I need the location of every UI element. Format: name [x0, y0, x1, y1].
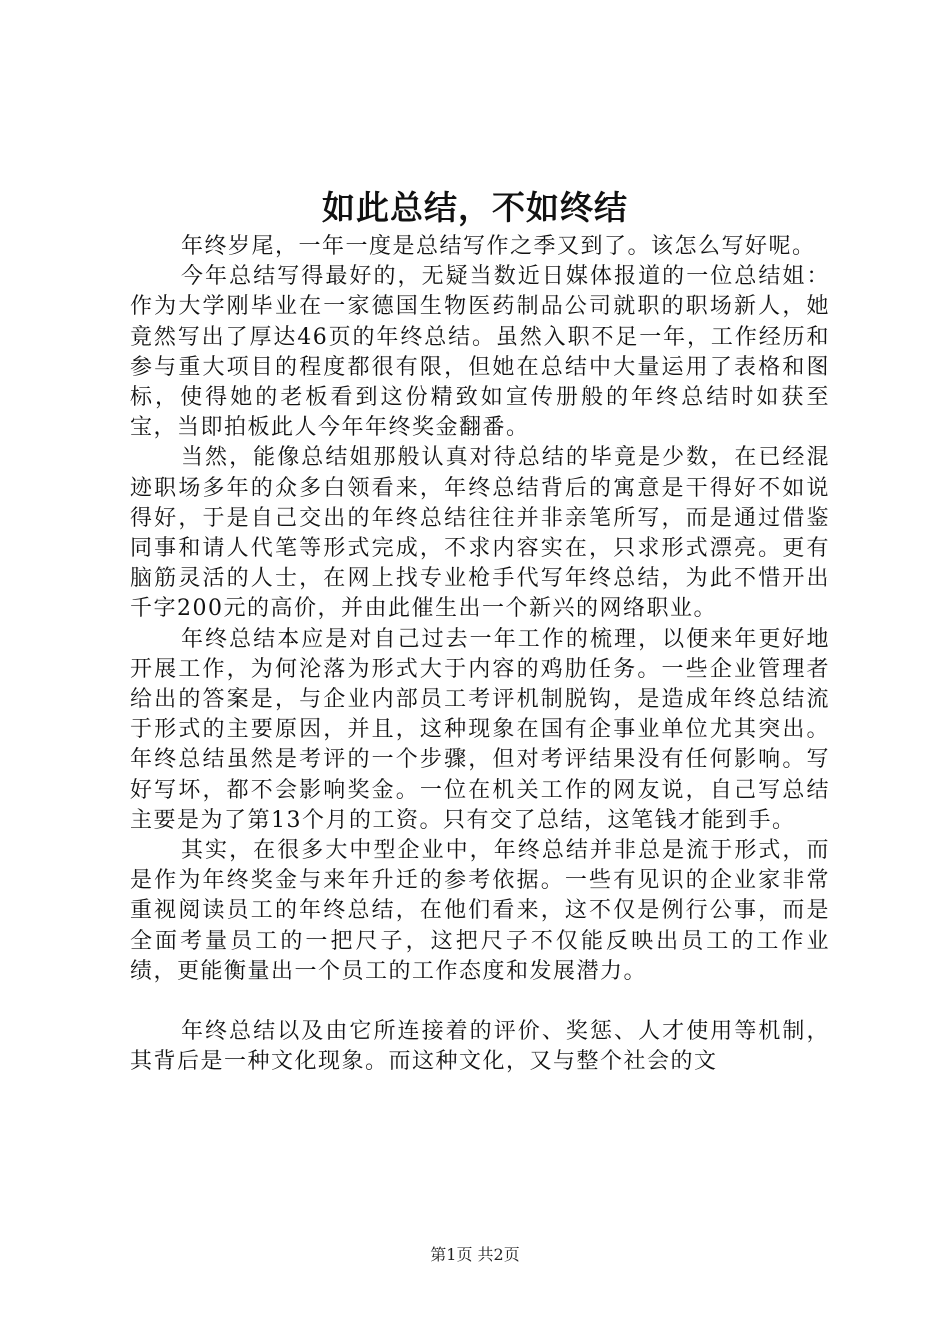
document-title: 如此总结，不如终结	[322, 188, 628, 227]
paragraph: 今年总结写得最好的，无疑当数近日媒体报道的一位总结姐：作为大学刚毕业在一家德国生物医药制品公司就职的职场新人，她竟然写出了厚达46页的年终总结。虽然入职不足一年，工作经历和参与重大项目的程度都很有限，但她在总结中大量运用了表格和图标，使得她的老板看到这份精致如宣传册般的年终总结时如获至宝，当即拍板此人今年年终奖金翻番。	[130, 264, 830, 441]
paragraph: 年终总结本应是对自己过去一年工作的梳理，以便来年更好地开展工作，为何沦落为形式大于内容的鸡肋任务。一些企业管理者给出的答案是，与企业内部员工考评机制脱钩，是造成年终总结流于形式的主要原因，并且，这种现象在国有企事业单位尤其突出。年终总结虽然是考评的一个步骤，但对考评结果没有任何影响。写好写坏，都不会影响奖金。一位在机关工作的网友说，自己写总结主要是为了第13个月的工资。只有交了总结，这笔钱才能到手。	[130, 626, 830, 833]
paragraph: 年终总结以及由它所连接着的评价、奖惩、人才使用等机制，其背后是一种文化现象。而这种文化，又与整个社会的文	[130, 1019, 830, 1075]
paragraph: 当然，能像总结姐那般认真对待总结的毕竟是少数，在已经混迹职场多年的众多白领看来，年终总结背后的寓意是干得好不如说得好，于是自己交出的年终总结往往并非亲笔所写，而是通过借鉴同事和请人代笔等形式完成，不求内容实在，只求形式漂亮。更有脑筋灵活的人士，在网上找专业枪手代写年终总结，为此不惜开出千字200元的高价，并由此催生出一个新兴的网络职业。	[130, 445, 830, 622]
page-footer: 第1页 共2页	[430, 1245, 520, 1264]
paragraph: 其实，在很多大中型企业中，年终总结并非总是流于形式，而是作为年终奖金与来年升迁的参考依据。一些有见识的企业家非常重视阅读员工的年终总结，在他们看来，这不仅是例行公事，而是全面考量员工的一把尺子，这把尺子不仅能反映出员工的工作业绩，更能衡量出一个员工的工作态度和发展潜力。	[130, 838, 830, 984]
document-body	[130, 232, 830, 1077]
paragraph: 年终岁尾，一年一度是总结写作之季又到了。该怎么写好呢。	[181, 234, 816, 259]
